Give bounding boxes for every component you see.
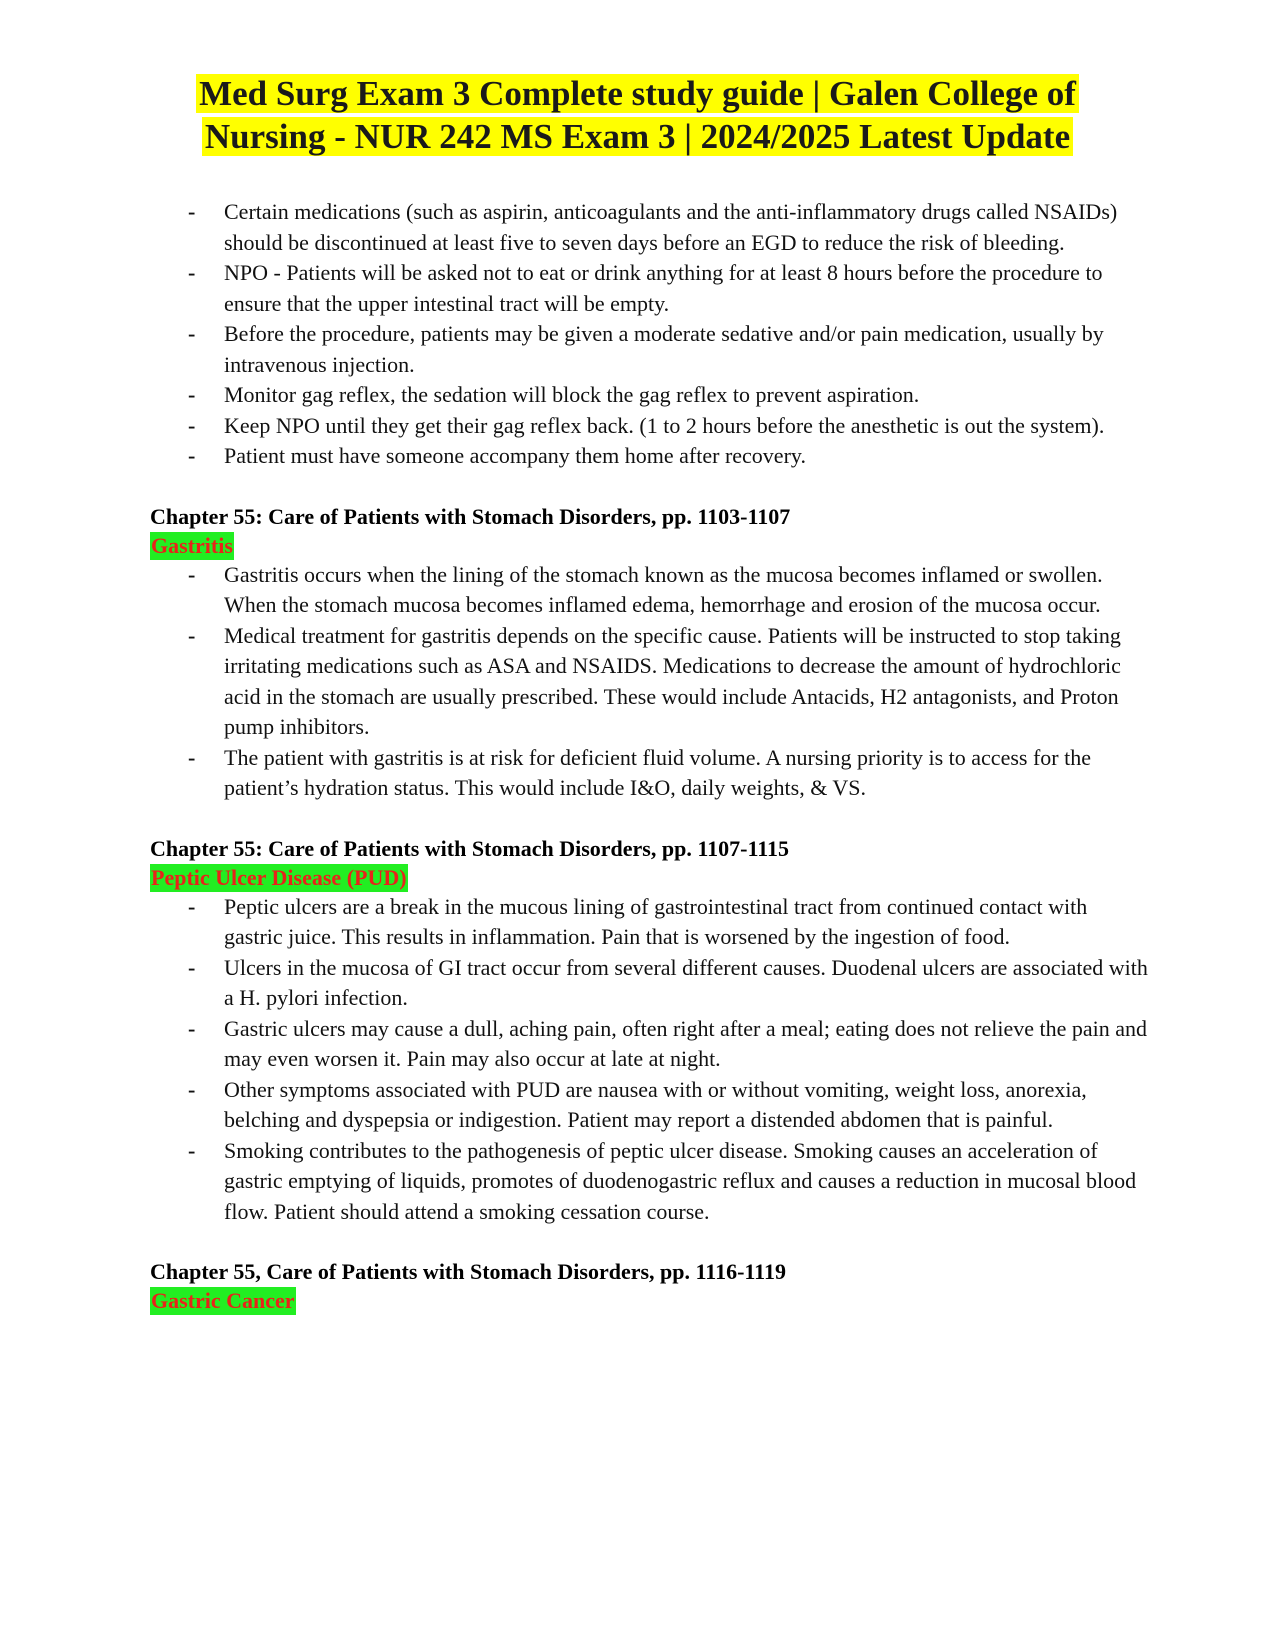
list-item (150, 1075, 1150, 1136)
bullet-dash: - (188, 321, 196, 346)
list-item-text: Ulcers in the mucosa of GI tract occur from several different causes. Duodenal ulcers are associated with a H. pylori infection. (224, 954, 1148, 1010)
bullet-list (150, 892, 1150, 1228)
list-item (150, 197, 1150, 258)
list-item (150, 1014, 1150, 1075)
list-item (150, 1136, 1150, 1228)
bullet-dash: - (188, 622, 196, 648)
bullet-dash: - (188, 1015, 196, 1041)
list-item-text: Keep NPO until they get their gag reflex back. (1 to 2 hours before the anesthetic is out the system). (224, 412, 1105, 438)
document-body (150, 197, 1150, 1315)
list-item (150, 892, 1150, 953)
bullet-dash: - (188, 199, 196, 224)
list-item (150, 560, 1150, 621)
bullet-list (150, 560, 1150, 804)
list-item (150, 621, 1150, 743)
list-item (150, 411, 1150, 442)
list-item-text: NPO - Patients will be asked not to eat or drink anything for at least 8 hours before the procedure to ensure that the upper intestinal tract will be empty. (224, 260, 1103, 316)
chapter-heading: Chapter 55: Care of Patients with Stomach Disorders, pp. 1107-1115 (150, 835, 790, 861)
list-item-text: Smoking contributes to the pathogenesis of peptic ulcer disease. Smoking causes an acceleration of gastric emptying of liquids, promotes of duodenogastric reflux and causes a reduction in mucosal blood flow. Patient should attend a smoking cessation course. (224, 1137, 1137, 1224)
chapter-heading: Chapter 55: Care of Patients with Stomach Disorders, pp. 1103-1107 (150, 503, 791, 529)
topic-label: Gastric Cancer (151, 1288, 295, 1313)
bullet-dash: - (188, 893, 196, 919)
bullet-dash: - (188, 1137, 196, 1163)
section-gastritis (150, 502, 1150, 804)
chapter-heading: Chapter 55, Care of Patients with Stomach Disorders, pp. 1116-1119 (150, 1259, 786, 1284)
list-item-text: Before the procedure, patients may be given a moderate sedative and/or pain medication, usually by intravenous injection. (224, 321, 1104, 377)
bullet-dash: - (188, 443, 196, 468)
list-item-text: Patient must have someone accompany them home after recovery. (224, 443, 806, 468)
list-item-text: Certain medications (such as aspirin, anticoagulants and the anti-inflammatory drugs called NSAIDs) should be discontinued at least five to seven days before an EGD to reduce the risk of bleeding. (224, 199, 1118, 255)
list-item (150, 319, 1150, 380)
title-line-2: Nursing - NUR 242 MS Exam 3 | 2024/2025 Latest Update (202, 117, 1073, 156)
bullet-dash: - (188, 1076, 196, 1102)
title-line-1: Med Surg Exam 3 Complete study guide | Galen College of (196, 74, 1079, 113)
list-item-text: The patient with gastritis is at risk for deficient fluid volume. A nursing priority is to access for the patient’s hydration status. This would include I&O, daily weights, & VS. (224, 744, 1091, 800)
intro-bullet-list (150, 197, 1150, 472)
bullet-dash: - (188, 412, 196, 438)
topic-label: Peptic Ulcer Disease (PUD) (151, 864, 407, 890)
bullet-dash: - (188, 260, 196, 285)
list-item-text: Medical treatment for gastritis depends on the specific cause. Patients will be instructed to stop taking irritating medications such as ASA and NSAIDS. Medications to decrease the amount of hydrochloric acid in the stomach are usually prescribed. These would include Antacids, H2 antagonists, and Proton pump inhibitors. (224, 622, 1121, 739)
list-item (150, 258, 1150, 319)
topic-label: Gastritis (151, 532, 233, 558)
section-peptic-ulcer-disease (150, 834, 1150, 1228)
bullet-dash: - (188, 382, 196, 407)
section-gastric-cancer (150, 1257, 1150, 1315)
document-title (120, 72, 1155, 158)
bullet-dash: - (188, 954, 196, 980)
list-item (150, 441, 1150, 472)
list-item-text: Gastric ulcers may cause a dull, aching pain, often right after a meal; eating does not relieve the pain and may even worsen it. Pain may also occur at late at night. (224, 1015, 1148, 1071)
list-item (150, 953, 1150, 1014)
list-item (150, 743, 1150, 804)
bullet-dash: - (188, 561, 196, 587)
list-item-text: Other symptoms associated with PUD are nausea with or without vomiting, weight loss, anorexia, belching and dyspepsia or indigestion. Patient may report a distended abdomen that is painful. (224, 1076, 1087, 1132)
list-item-text: Monitor gag reflex, the sedation will block the gag reflex to prevent aspiration. (224, 382, 920, 407)
list-item-text: Gastritis occurs when the lining of the stomach known as the mucosa becomes inflamed or swollen. When the stomach mucosa becomes inflamed edema, hemorrhage and erosion of the mucosa occur. (224, 561, 1103, 617)
list-item (150, 380, 1150, 411)
bullet-dash: - (188, 744, 196, 770)
list-item-text: Peptic ulcers are a break in the mucous lining of gastrointestinal tract from continued contact with gastric juice. This results in inflammation. Pain that is worsened by the ingestion of food. (224, 893, 1088, 949)
